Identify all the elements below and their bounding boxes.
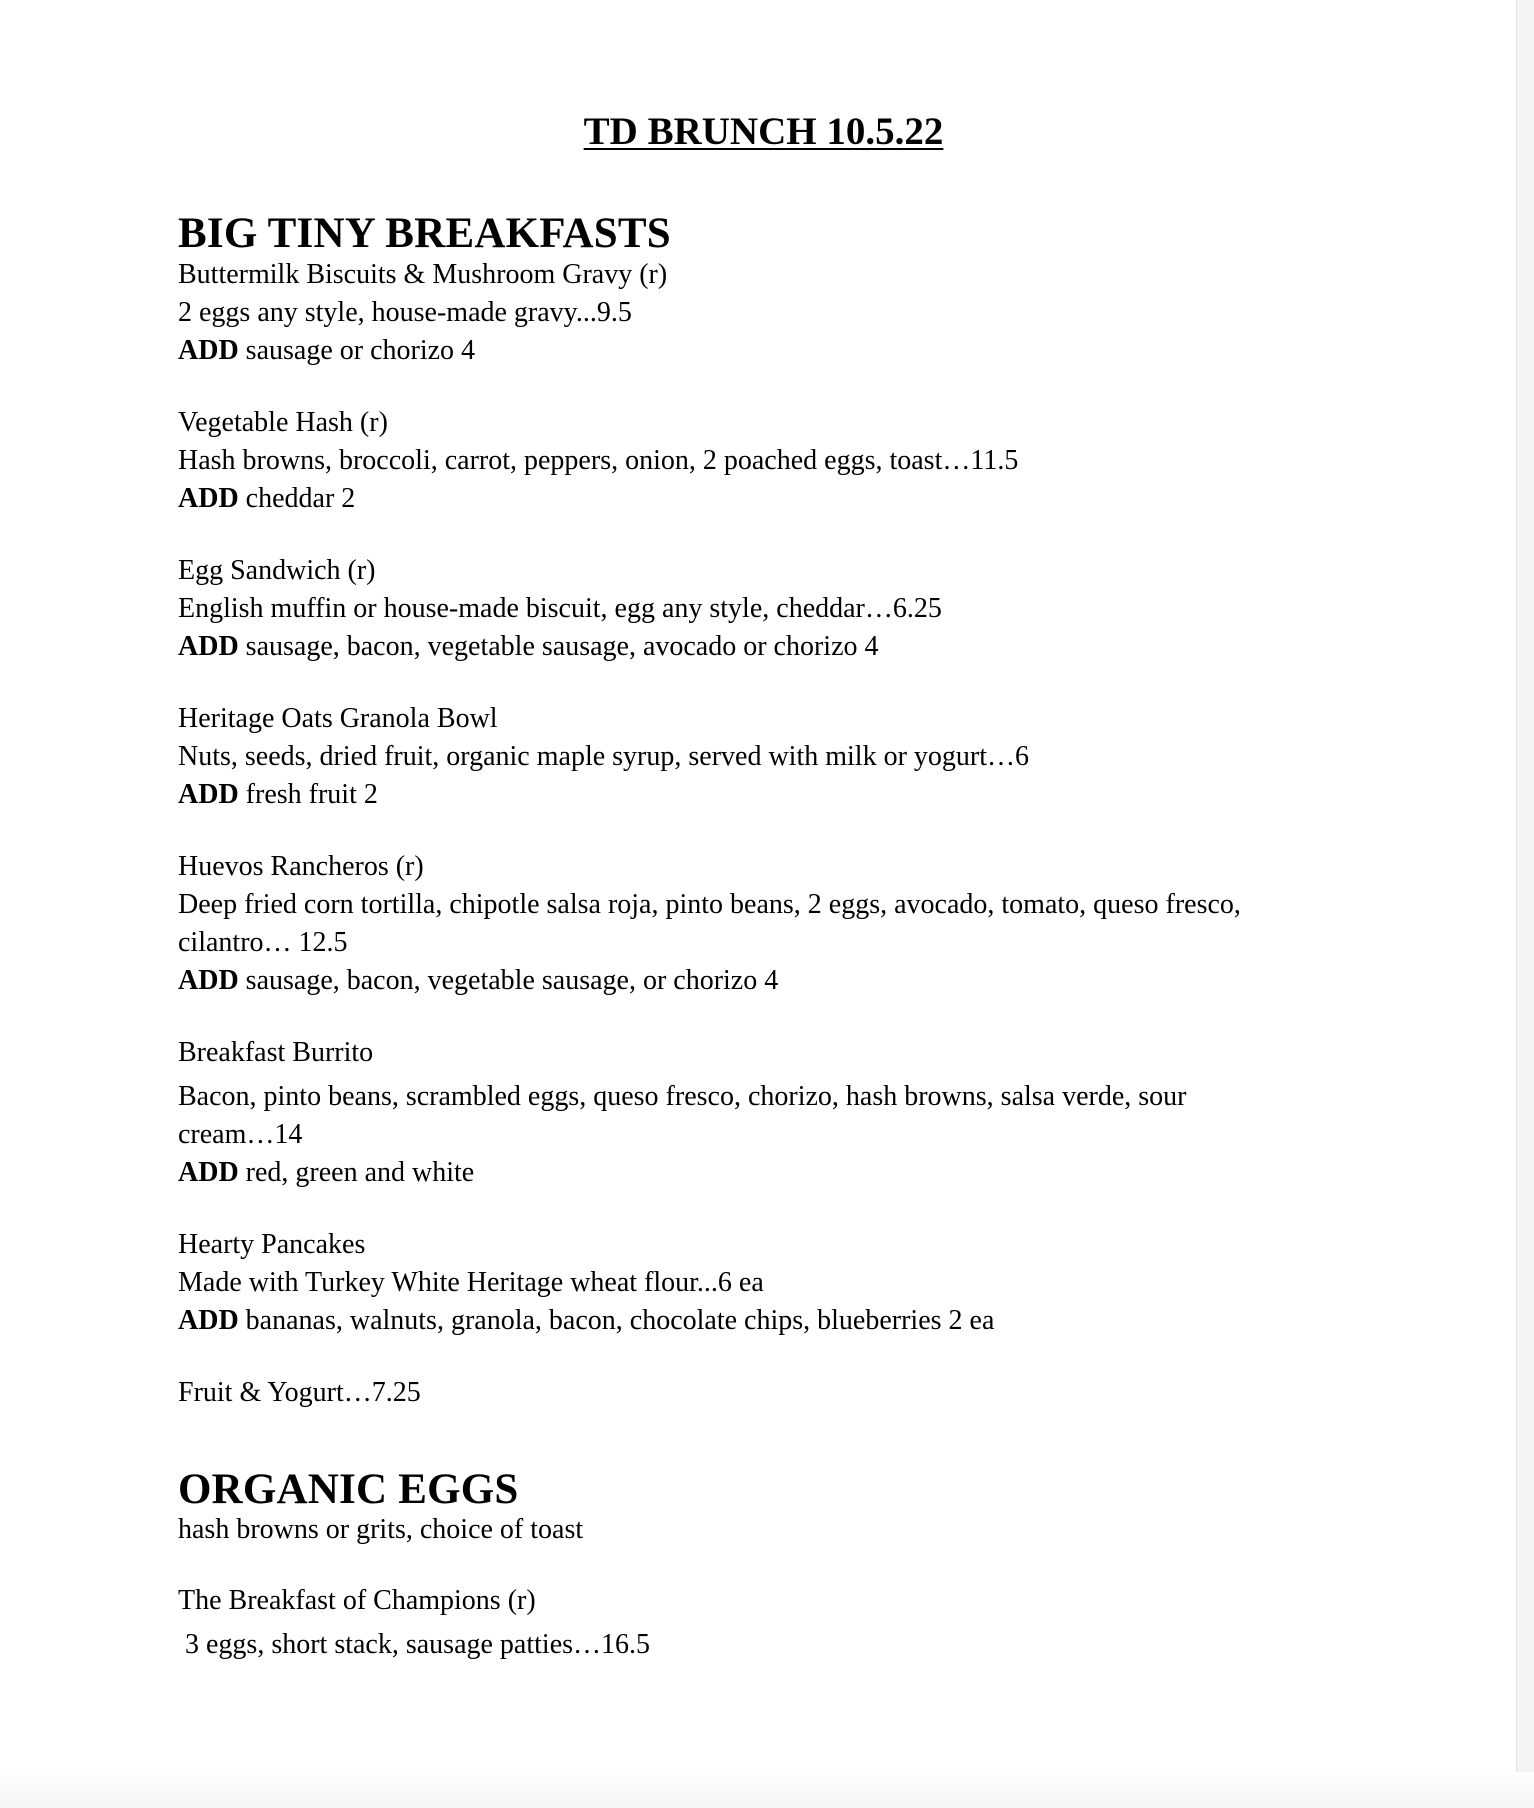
item-description-line-2: cilantro… 12.5: [178, 927, 348, 958]
add-label: ADD: [178, 779, 239, 810]
item-addon: [178, 776, 1378, 814]
add-label: ADD: [178, 1305, 239, 1336]
section-heading: BIG TINY BREAKFASTS: [178, 210, 671, 257]
item-name: Fruit & Yogurt…7.25: [178, 1377, 421, 1408]
section-big-tiny-breakfasts: [178, 208, 1378, 1412]
section-heading: ORGANIC EGGS: [178, 1466, 519, 1513]
section-subheading: hash browns or grits, choice of toast: [178, 1514, 584, 1545]
add-text: fresh fruit 2: [238, 779, 378, 810]
item-name: Heritage Oats Granola Bowl: [178, 703, 498, 734]
item-description: Nuts, seeds, dried fruit, organic maple syrup, served with milk or yogurt…6: [178, 741, 1029, 772]
add-label: ADD: [178, 483, 239, 514]
add-text: sausage, bacon, vegetable sausage, or chorizo 4: [238, 965, 779, 996]
menu-item: [178, 848, 1378, 1000]
menu-item: [178, 700, 1378, 814]
add-text: cheddar 2: [238, 483, 356, 514]
menu-title: TD BRUNCH 10.5.22: [583, 110, 944, 153]
menu-item: [178, 1374, 1378, 1412]
add-label: ADD: [178, 631, 239, 662]
section-organic-eggs: [178, 1464, 1378, 1664]
add-text: sausage or chorizo 4: [238, 335, 476, 366]
item-description: 3 eggs, short stack, sausage patties…16.5: [178, 1629, 651, 1660]
menu-item: [178, 1582, 1378, 1664]
item-name: Hearty Pancakes: [178, 1229, 366, 1260]
item-description: English muffin or house-made biscuit, egg any style, cheddar…6.25: [178, 593, 942, 624]
item-description-line-2: cream…14: [178, 1119, 303, 1150]
page-bottom-edge: [0, 1772, 1534, 1808]
add-text: bananas, walnuts, granola, bacon, chocolate chips, blueberries 2 ea: [238, 1305, 995, 1336]
menu-item: [178, 256, 1378, 370]
menu-item: [178, 1034, 1378, 1192]
item-name: The Breakfast of Champions (r): [178, 1585, 536, 1616]
page-scroll-edge: [1516, 0, 1534, 1808]
item-addon: [178, 628, 1378, 666]
item-description: 2 eggs any style, house-made gravy...9.5: [178, 297, 632, 328]
menu-item: [178, 1226, 1378, 1340]
item-name: Buttermilk Biscuits & Mushroom Gravy (r): [178, 259, 668, 290]
item-name: Vegetable Hash (r): [178, 407, 388, 438]
item-name: Breakfast Burrito: [178, 1037, 374, 1068]
add-label: ADD: [178, 335, 239, 366]
add-text: sausage, bacon, vegetable sausage, avocado or chorizo 4: [238, 631, 879, 662]
add-label: ADD: [178, 965, 239, 996]
add-label: ADD: [178, 1157, 239, 1188]
item-addon: [178, 1154, 1378, 1192]
item-description-line-1: Deep fried corn tortilla, chipotle salsa roja, pinto beans, 2 eggs, avocado, tomato, queso fresco,: [178, 889, 1241, 920]
menu-item: [178, 552, 1378, 666]
item-addon: [178, 480, 1378, 518]
item-addon: [178, 332, 1378, 370]
item-addon: [178, 962, 1378, 1000]
item-name: Egg Sandwich (r): [178, 555, 376, 586]
item-description: Made with Turkey White Heritage wheat flour...6 ea: [178, 1267, 764, 1298]
menu-item: [178, 404, 1378, 518]
item-name: Huevos Rancheros (r): [178, 851, 424, 882]
menu-document: [178, 106, 1378, 1664]
item-description-line-1: Bacon, pinto beans, scrambled eggs, queso fresco, chorizo, hash browns, salsa verde, sour: [178, 1081, 1187, 1112]
add-text: red, green and white: [238, 1157, 475, 1188]
item-description: Hash browns, broccoli, carrot, peppers, onion, 2 poached eggs, toast…11.5: [178, 445, 1019, 476]
item-addon: [178, 1302, 1378, 1340]
